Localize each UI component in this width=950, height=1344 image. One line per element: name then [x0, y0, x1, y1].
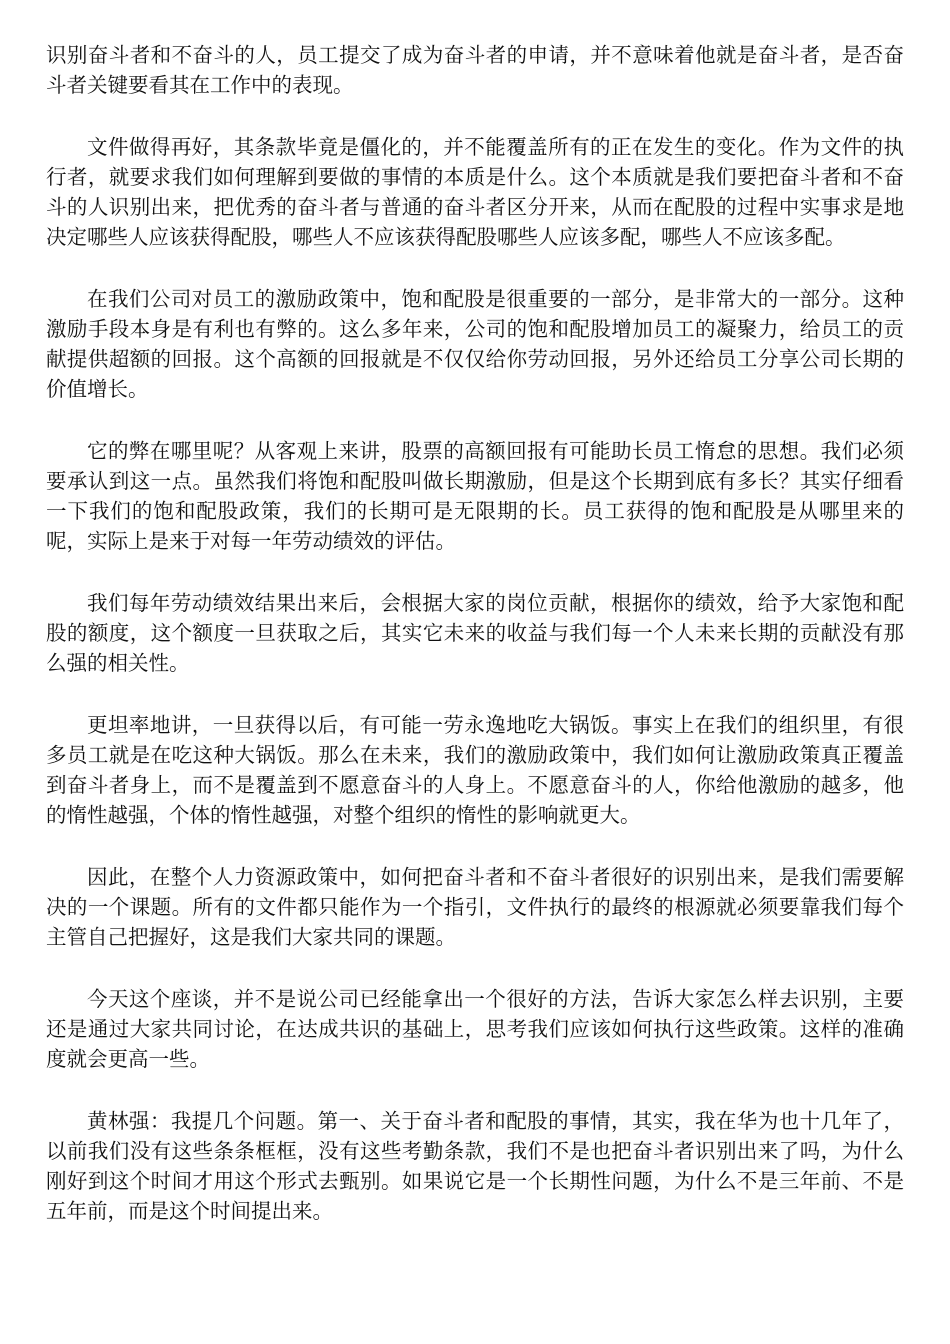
paragraph: 在我们公司对员工的激励政策中，饱和配股是很重要的一部分，是非常大的一部分。这种激励手段本身是有利也有弊的。这么多年来，公司的饱和配股增加员工的凝聚力，给员工的贡献提供超额的回报。这个高额的回报就是不仅仅给你劳动回报，另外还给员工分享公司长期的价值增长。: [46, 287, 904, 401]
paragraph: 更坦率地讲，一旦获得以后，有可能一劳永逸地吃大锅饭。事实上在我们的组织里，有很多员工就是在吃这种大锅饭。那么在未来，我们的激励政策中，我们如何让激励政策真正覆盖到奋斗者身上，而不是覆盖到不愿意奋斗的人身上。不愿意奋斗的人，你给他激励的越多，他的惰性越强，个体的惰性越强，对整个组织的惰性的影响就更大。: [46, 713, 904, 827]
paragraph: 文件做得再好，其条款毕竟是僵化的，并不能覆盖所有的正在发生的变化。作为文件的执行者，就要求我们如何理解到要做的事情的本质是什么。这个本质就是我们要把奋斗者和不奋斗的人识别出来，把优秀的奋斗者与普通的奋斗者区分开来，从而在配股的过程中实事求是地决定哪些人应该获得配股，哪些人不应该获得配股哪些人应该多配，哪些人不应该多配。: [46, 135, 904, 249]
paragraph: 我们每年劳动绩效结果出来后，会根据大家的岗位贡献，根据你的绩效，给予大家饱和配股的额度，这个额度一旦获取之后，其实它未来的收益与我们每一个人未来长期的贡献没有那么强的相关性。: [46, 591, 904, 675]
paragraph-continuation: 识别奋斗者和不奋斗的人，员工提交了成为奋斗者的申请，并不意味着他就是奋斗者，是否奋斗者关键要看其在工作中的表现。: [46, 43, 904, 97]
paragraph-speaker: 黄林强：我提几个问题。第一、关于奋斗者和配股的事情，其实，我在华为也十几年了，以前我们没有这些条条框框，没有这些考勤条款，我们不是也把奋斗者识别出来了吗，为什么刚好到这个时间才用这个形式去甄别。如果说它是一个长期性问题，为什么不是三年前、不是五年前，而是这个时间提出来。: [46, 1109, 904, 1223]
paragraph: 它的弊在哪里呢？从客观上来讲，股票的高额回报有可能助长员工惰怠的思想。我们必须要承认到这一点。虽然我们将饱和配股叫做长期激励，但是这个长期到底有多长？其实仔细看一下我们的饱和配股政策，我们的长期可是无限期的长。员工获得的饱和配股是从哪里来的呢，实际上是来于对每一年劳动绩效的评估。: [46, 439, 904, 553]
paragraph: 因此，在整个人力资源政策中，如何把奋斗者和不奋斗者很好的识别出来，是我们需要解决的一个课题。所有的文件都只能作为一个指引，文件执行的最终的根源就必须要靠我们每个主管自己把握好，这是我们大家共同的课题。: [46, 865, 904, 949]
paragraph: 今天这个座谈，并不是说公司已经能拿出一个很好的方法，告诉大家怎么样去识别，主要还是通过大家共同讨论，在达成共识的基础上，思考我们应该如何执行这些政策。这样的准确度就会更高一些。: [46, 987, 904, 1071]
